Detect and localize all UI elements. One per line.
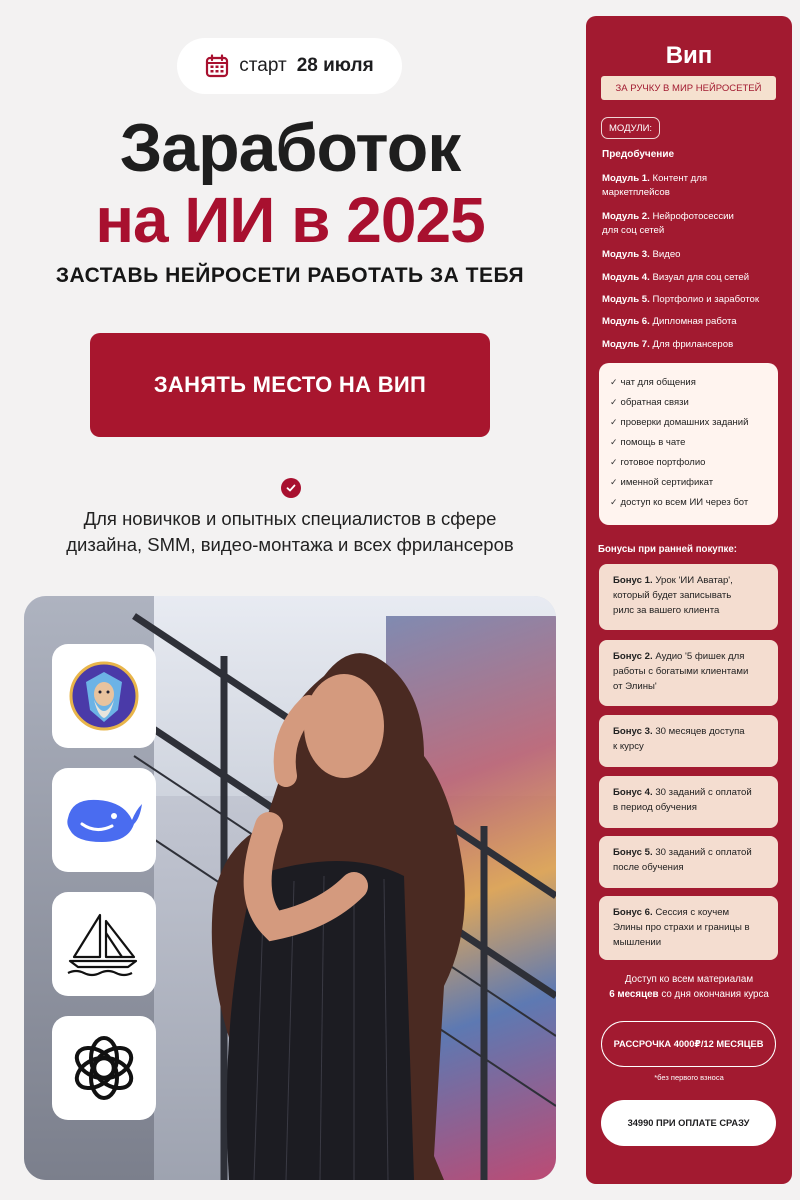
checkmark-icon: ✓	[610, 417, 618, 427]
access-line1: Доступ ко всем материалам	[624, 974, 754, 985]
access-line2: со дня окончания курса	[661, 989, 769, 1000]
whale-icon	[52, 768, 156, 872]
module-number: Модуль 7.	[602, 339, 650, 350]
feature-item	[610, 397, 689, 408]
checkmark-icon: ✓	[610, 437, 618, 447]
module-item	[602, 271, 782, 285]
audience-line2: дизайна, SMM, видео-монтажа и всех фрилансеров	[66, 534, 514, 555]
feature-item	[610, 377, 696, 388]
feature-label: именной сертификат	[620, 477, 714, 488]
feature-item	[610, 437, 685, 448]
bonus-text: 30 заданий с оплатой	[655, 847, 752, 858]
feature-item	[610, 417, 748, 428]
bonus-text: Сессия с коучем	[655, 907, 730, 918]
access-duration-note	[586, 972, 792, 1002]
bonus-text: рилс за вашего клиента	[613, 605, 720, 616]
module-number: Модуль 2.	[602, 211, 650, 222]
checkmark-icon: ✓	[610, 497, 618, 507]
module-text: Видео	[652, 249, 681, 260]
reserve-vip-button[interactable]: ЗАНЯТЬ МЕСТО НА ВИП	[90, 333, 490, 437]
bonus-card	[599, 836, 778, 888]
module-number: Модуль 6.	[602, 316, 650, 327]
wizard-portrait-icon	[52, 644, 156, 748]
page-title-line1: Заработок	[119, 110, 461, 186]
vip-tagline: ЗА РУЧКУ В МИР НЕЙРОСЕТЕЙ	[601, 76, 776, 100]
module-number: Модуль 4.	[602, 272, 650, 283]
checkmark-icon: ✓	[610, 377, 618, 387]
bonus-number: Бонус 5.	[613, 847, 653, 858]
module-text: маркетплейсов	[602, 187, 670, 198]
bonus-text: после обучения	[613, 862, 684, 873]
pay-now-button[interactable]: 34990 ПРИ ОПЛАТЕ СРАЗУ	[601, 1100, 776, 1146]
start-date-value: 28 июля	[296, 55, 374, 76]
checkmark-icon: ✓	[610, 477, 618, 487]
hero-photo	[24, 596, 556, 1180]
module-text: Визуал для соц сетей	[652, 272, 750, 283]
bonus-text: 30 месяцев доступа	[655, 726, 745, 737]
module-item	[602, 172, 782, 200]
calendar-icon	[205, 54, 229, 78]
bonus-number: Бонус 4.	[613, 787, 653, 798]
module-item	[602, 315, 782, 329]
feature-label: готовое портфолио	[620, 457, 706, 468]
module-text: для соц сетей	[602, 225, 665, 236]
sailboat-icon	[52, 892, 156, 996]
bonus-heading: Бонусы при ранней покупке:	[598, 544, 738, 555]
feature-label: обратная связи	[620, 397, 689, 408]
bonus-text: от Элины'	[613, 681, 657, 692]
start-date-prefix: старт	[239, 55, 287, 76]
checkmark-icon: ✓	[610, 457, 618, 467]
openai-knot-icon	[52, 1016, 156, 1120]
bonus-card	[599, 564, 778, 630]
bonus-number: Бонус 1.	[613, 575, 653, 586]
feature-label: доступ ко всем ИИ через бот	[620, 497, 749, 508]
feature-label: проверки домашних заданий	[620, 417, 749, 428]
feature-item	[610, 457, 705, 468]
module-number: Модуль 1.	[602, 173, 650, 184]
page-subtitle: ЗАСТАВЬ НЕЙРОСЕТИ РАБОТАТЬ ЗА ТЕБЯ	[55, 264, 525, 287]
modules-label: МОДУЛИ:	[601, 117, 660, 139]
start-date-badge	[177, 38, 402, 94]
bonus-card	[599, 776, 778, 828]
audience-description	[40, 506, 540, 558]
bonus-text: 30 заданий с оплатой	[655, 787, 752, 798]
bonus-number: Бонус 2.	[613, 651, 653, 662]
audience-line1: Для новичков и опытных специалистов в сфере	[83, 508, 497, 529]
bonus-card	[599, 640, 778, 706]
bonus-number: Бонус 6.	[613, 907, 653, 918]
vip-plan-card	[586, 16, 792, 1184]
bonus-text: который будет записывать	[613, 590, 732, 601]
feature-item	[610, 497, 748, 508]
bonus-text: мышлении	[613, 937, 662, 948]
bonus-text: к курсу	[613, 741, 644, 752]
feature-label: чат для общения	[620, 377, 696, 388]
feature-label: помощь в чате	[620, 437, 686, 448]
module-text: Контент для	[652, 173, 708, 184]
bonus-text: Урок 'ИИ Аватар',	[655, 575, 733, 586]
page-title-line2: на ИИ в 2025	[95, 184, 485, 256]
module-item	[602, 293, 782, 307]
module-text: Дипломная работа	[652, 316, 737, 327]
bonus-card	[599, 896, 778, 960]
bonus-text: в период обучения	[613, 802, 697, 813]
module-text: Нейрофотосессии	[652, 211, 734, 222]
check-circle-icon	[281, 478, 301, 498]
module-item	[602, 210, 782, 238]
module-number: Модуль 5.	[602, 294, 650, 305]
feature-item	[610, 477, 713, 488]
module-text: Портфолио и заработок	[652, 294, 760, 305]
installment-button[interactable]: РАССРОЧКА 4000₽/12 МЕСЯЦЕВ	[601, 1021, 776, 1067]
features-list	[599, 363, 778, 525]
module-item	[602, 248, 782, 262]
module-text: Для фрилансеров	[652, 339, 734, 350]
pre-training-label: Предобучение	[602, 149, 675, 160]
module-item	[602, 338, 782, 352]
module-number: Модуль 3.	[602, 249, 650, 260]
bonus-number: Бонус 3.	[613, 726, 653, 737]
bonus-card	[599, 715, 778, 767]
access-duration: 6 месяцев	[609, 989, 659, 1000]
checkmark-icon: ✓	[610, 397, 618, 407]
bonus-text: Элины про страхи и границы в	[613, 922, 750, 933]
bonus-text: Аудио '5 фишек для	[655, 651, 745, 662]
bonus-text: работы с богатыми клиентами	[613, 666, 749, 677]
vip-title: Вип	[665, 42, 713, 69]
no-down-payment-note: *без первого взноса	[654, 1073, 724, 1082]
